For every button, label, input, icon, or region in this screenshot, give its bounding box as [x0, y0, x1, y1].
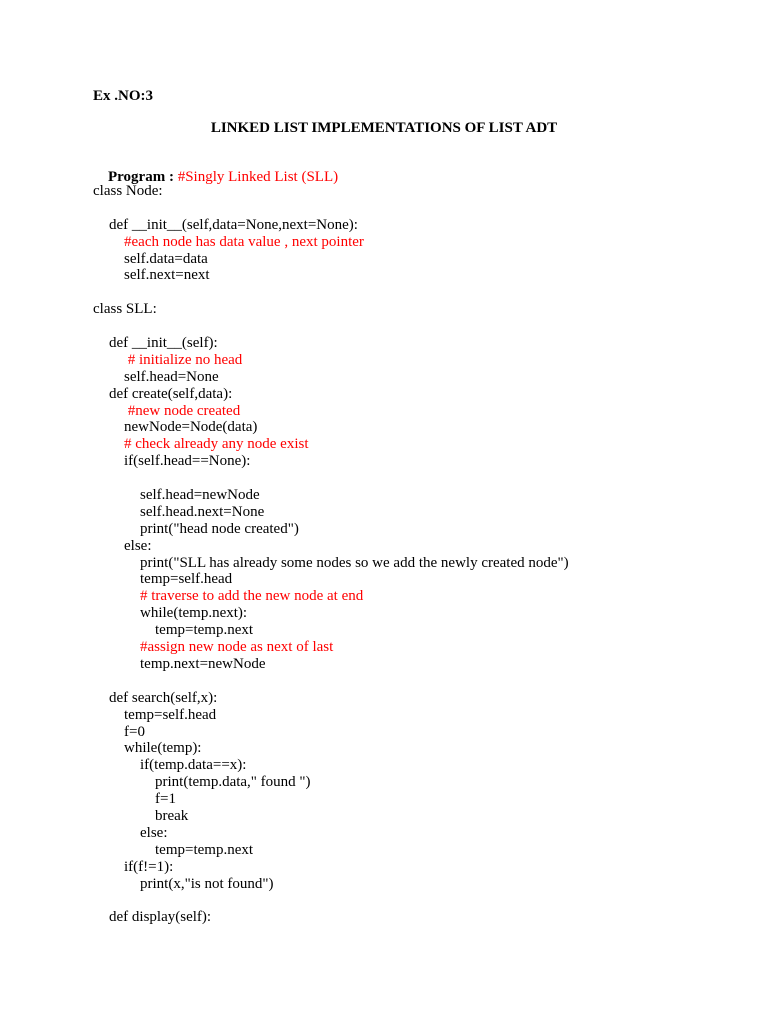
code-line	[0, 622, 768, 639]
code-line	[0, 217, 768, 234]
code-line	[0, 251, 768, 268]
code-text: # traverse to add the new node at end	[140, 588, 364, 605]
code-line	[0, 335, 768, 352]
code-text: if(f!=1):	[124, 858, 174, 875]
code-comment-line	[0, 352, 768, 369]
code-text: print(x,"is not found")	[140, 875, 274, 892]
code-text: print("head node created")	[140, 520, 299, 537]
code-line	[0, 673, 768, 690]
code-line	[0, 707, 768, 724]
code-text: self.data=data	[124, 250, 208, 267]
code-text: else:	[124, 537, 152, 554]
code-text: self.next=next	[124, 267, 210, 284]
code-line	[0, 301, 768, 318]
code-text: temp.next=newNode	[140, 655, 266, 672]
code-line	[0, 419, 768, 436]
code-line	[0, 825, 768, 842]
code-comment-line	[0, 588, 768, 605]
code-line	[0, 842, 768, 859]
code-line	[0, 318, 768, 335]
document-title: LINKED LIST IMPLEMENTATIONS OF LIST ADT	[210, 120, 558, 136]
code-line	[0, 284, 768, 301]
code-text: def create(self,data):	[109, 385, 233, 402]
code-comment-line	[0, 436, 768, 453]
code-text: def __init__(self):	[109, 335, 218, 352]
code-text: temp=temp.next	[155, 841, 254, 858]
code-text: while(temp.next):	[140, 605, 248, 622]
code-comment-line	[0, 639, 768, 656]
code-line	[0, 909, 768, 926]
code-line	[0, 386, 768, 403]
code-text: if(self.head==None):	[124, 453, 251, 470]
code-line	[0, 453, 768, 470]
code-text: #assign new node as next of last	[140, 639, 334, 656]
code-text: break	[155, 807, 189, 824]
code-line	[0, 521, 768, 538]
program-label: Program :	[108, 169, 178, 185]
exercise-number: Ex .NO:3	[93, 88, 153, 104]
code-block	[0, 183, 768, 926]
code-line	[0, 267, 768, 284]
code-text: def display(self):	[109, 909, 212, 926]
code-line	[0, 724, 768, 741]
code-line	[0, 369, 768, 386]
code-text: # check already any node exist	[124, 436, 309, 453]
code-text: temp=self.head	[124, 706, 217, 723]
code-line	[0, 690, 768, 707]
code-line	[0, 791, 768, 808]
code-line	[0, 538, 768, 555]
code-line	[0, 200, 768, 217]
code-text: self.head=None	[124, 368, 219, 385]
code-comment-line	[0, 234, 768, 251]
code-text: #new node created	[124, 402, 241, 419]
code-text: temp=self.head	[140, 571, 233, 588]
code-line	[0, 740, 768, 757]
code-line	[0, 504, 768, 521]
code-text: def __init__(self,data=None,next=None):	[109, 216, 358, 233]
code-line	[0, 892, 768, 909]
code-text: if(temp.data==x):	[140, 757, 247, 774]
code-text: else:	[140, 824, 168, 841]
code-text: self.head.next=None	[140, 503, 265, 520]
code-text: print(temp.data," found ")	[155, 774, 311, 791]
code-line	[0, 808, 768, 825]
code-text: f=0	[124, 723, 145, 740]
code-text: f=1	[155, 791, 176, 808]
code-line	[0, 859, 768, 876]
code-text: class Node:	[93, 183, 163, 199]
code-line	[0, 774, 768, 791]
code-line	[0, 656, 768, 673]
code-line	[0, 757, 768, 774]
code-text: # initialize no head	[124, 351, 243, 368]
code-text: while(temp):	[124, 740, 202, 757]
program-name: #Singly Linked List (SLL)	[177, 169, 339, 185]
code-text: class SLL:	[93, 301, 157, 318]
code-text: #each node has data value , next pointer	[124, 233, 364, 250]
code-line	[0, 571, 768, 588]
code-text: self.head=newNode	[140, 487, 260, 504]
code-line	[0, 555, 768, 572]
code-line	[0, 183, 768, 200]
code-line	[0, 876, 768, 893]
code-line	[0, 605, 768, 622]
code-text: print("SLL has already some nodes so we add the newly created node")	[140, 554, 569, 571]
code-text: newNode=Node(data)	[124, 419, 258, 436]
code-text: temp=temp.next	[155, 622, 254, 639]
code-line	[0, 470, 768, 487]
code-comment-line	[0, 403, 768, 420]
code-line	[0, 487, 768, 504]
code-text: def search(self,x):	[109, 689, 218, 706]
